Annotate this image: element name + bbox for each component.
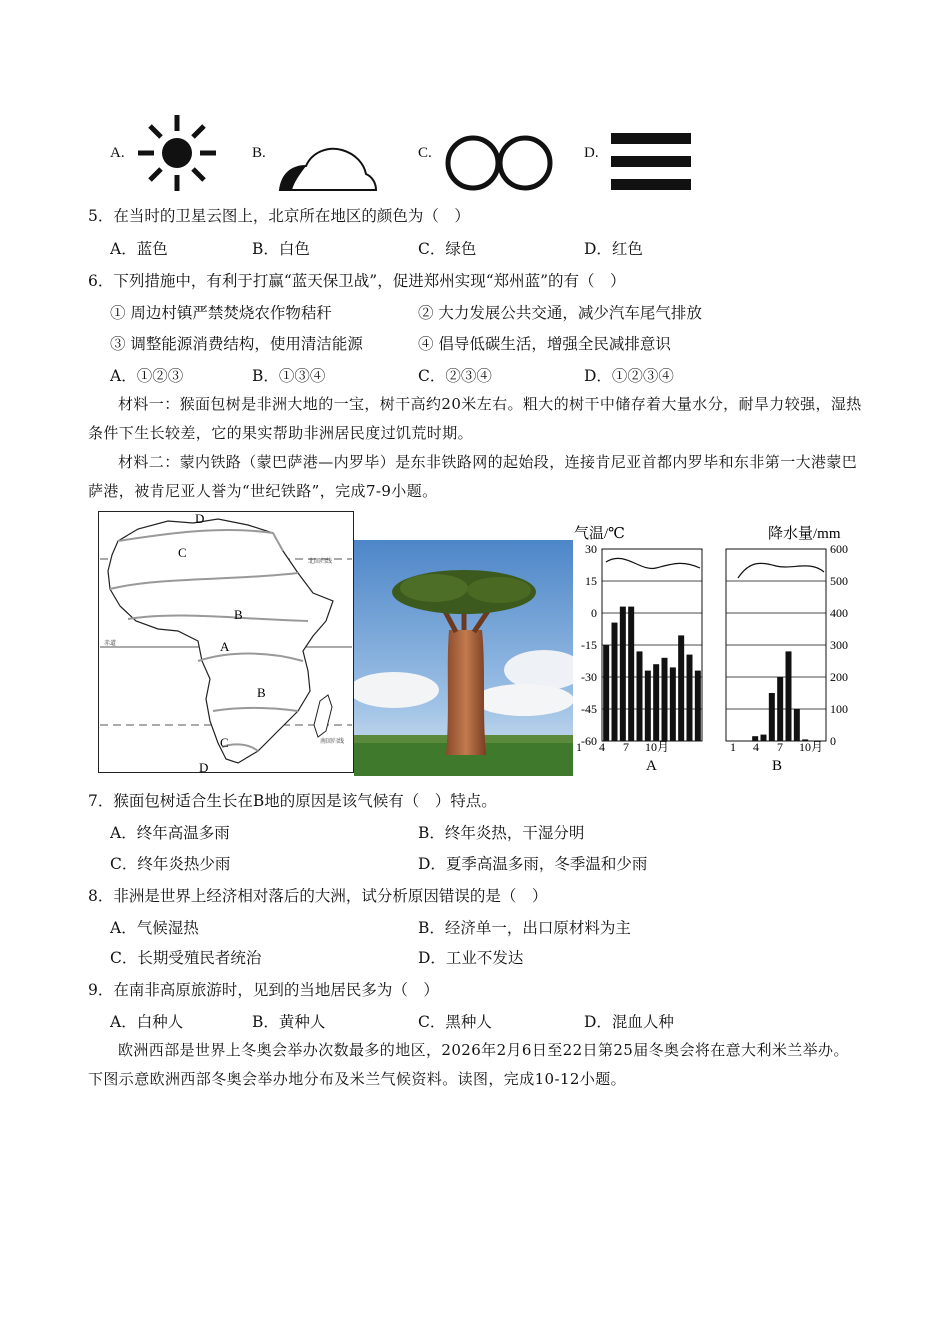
chart-b-xtick-10: 10月: [799, 740, 824, 754]
q7-option-a[interactable]: A．终年高温多雨: [110, 824, 230, 842]
climate-chart-b: [720, 520, 880, 779]
map-label-c-north: C: [178, 545, 187, 560]
precip-axis-label: 降水量/mm: [768, 526, 841, 542]
temp-axis-label: 气温/℃: [574, 526, 625, 542]
equator-label: 赤道: [104, 640, 117, 647]
chart-a-ytick: -45: [581, 702, 597, 716]
chart-a-bar-9: [670, 667, 676, 741]
q7-option-c[interactable]: C．终年炎热少雨: [110, 855, 231, 873]
climate-chart-a: [570, 520, 740, 779]
chart-a-ytick: -60: [581, 734, 597, 748]
chart-b-bar-9: [794, 709, 800, 741]
chart-a-bar-10: [678, 635, 684, 741]
tropic-capricorn-label: 南回归线: [320, 738, 345, 745]
chart-b-xtick-4: 4: [753, 740, 759, 754]
chart-b-ytick: 500: [830, 574, 848, 588]
q8-option-b[interactable]: B．经济单一，出口原材料为主: [418, 919, 631, 937]
chart-a-xtick-10: 10月: [645, 740, 670, 754]
q6-option-a[interactable]: A．①②③: [110, 367, 184, 385]
chart-a-xtick-1: 1: [576, 740, 582, 754]
chart-b-ytick: 100: [830, 702, 848, 716]
q4-option-a-label: A.: [110, 145, 125, 161]
q8-stem: 8．非洲是世界上经济相对落后的大洲，试分析原因错误的是（ ）: [88, 887, 548, 905]
q6-option-b[interactable]: B．①③④: [252, 367, 326, 385]
material-two: 材料二：蒙内铁路（蒙巴萨港—内罗毕）是东非铁路网的起始段，连接肯尼亚首都内罗毕和东非第一大港蒙巴萨港，被肯尼亚人誉为“世纪铁路”，完成7-9小题。: [88, 453, 858, 500]
map-label-a: A: [220, 639, 230, 654]
fog-icon: [611, 133, 691, 191]
chart-b-ytick: 400: [830, 606, 848, 620]
chart-a-xtick-4: 4: [599, 740, 605, 754]
q7-stem: 7．猴面包树适合生长在B地的原因是该气候有（ ）特点。: [88, 792, 497, 810]
q7-option-b[interactable]: B．终年炎热，干湿分明: [418, 824, 585, 842]
chart-a-bar-7: [653, 664, 659, 741]
q5-stem: 5．在当时的卫星云图上，北京所在地区的颜色为（ ）: [88, 207, 470, 225]
q9-option-d[interactable]: D．混血人种: [584, 1013, 674, 1031]
q9-option-c[interactable]: C．黑种人: [418, 1013, 492, 1031]
q6-option-c[interactable]: C．②③④: [418, 367, 492, 385]
q6-item-2: ② 大力发展公共交通，减少汽车尾气排放: [418, 304, 702, 322]
chart-a-bar-2: [612, 623, 618, 741]
q6-item-4: ④ 倡导低碳生活，增强全民减排意识: [418, 335, 671, 353]
q9-option-a[interactable]: A．白种人: [110, 1013, 184, 1031]
q6-item-3: ③ 调整能源消费结构，使用清洁能源: [110, 335, 363, 353]
chart-a-bar-6: [645, 671, 651, 741]
q4-option-b-label: B.: [252, 145, 266, 161]
chart-a-bar-8: [662, 658, 668, 741]
chart-b-xtick-7: 7: [777, 740, 783, 754]
chart-a-ytick: 30: [585, 542, 597, 556]
chart-b-bar-5: [761, 735, 767, 741]
haze-icon: [444, 134, 554, 192]
q4-option-c-label: C.: [418, 145, 432, 161]
chart-b-ytick: 0: [830, 734, 836, 748]
q8-option-d[interactable]: D．工业不发达: [418, 949, 524, 967]
chart-b-ytick: 600: [830, 542, 848, 556]
europe-intro-paragraph: 欧洲西部是世界上冬奥会举办次数最多的地区，2026年2月6日至22日第25届冬奥会将在意大利米兰举办。下图示意欧洲西部冬奥会举办地分布及米兰气候资料。读图，完成10-12小题。: [88, 1041, 849, 1088]
q4-option-d-label: D.: [584, 145, 599, 161]
chart-a-ytick: 15: [585, 574, 597, 588]
chart-b-bar-6: [769, 693, 775, 741]
chart-a-ytick: -30: [581, 670, 597, 684]
chart-b-xtick-1: 1: [730, 740, 736, 754]
chart-b-bar-8: [786, 651, 792, 741]
map-label-d-south: D: [199, 760, 209, 774]
chart-b-title: B: [772, 758, 783, 774]
chart-a-xtick-7: 7: [623, 740, 629, 754]
q5-option-d[interactable]: D．红色: [584, 240, 643, 258]
q7-option-d[interactable]: D．夏季高温多雨，冬季温和少雨: [418, 855, 648, 873]
chart-a-bar-5: [637, 651, 643, 741]
q6-stem: 6．下列措施中，有利于打赢“蓝天保卫战”，促进郑州实现“郑州蓝”的有（ ）: [88, 272, 626, 290]
chart-a-bar-1: [603, 645, 609, 741]
map-label-c-south: C: [220, 735, 229, 750]
map-label-b-south: B: [257, 685, 266, 700]
africa-map: [98, 511, 355, 778]
chart-a-bar-4: [628, 607, 634, 741]
map-label-b-north: B: [234, 607, 243, 622]
q8-option-c[interactable]: C．长期受殖民者统治: [110, 949, 262, 967]
cloud-icon: [278, 144, 378, 192]
chart-b-bar-7: [777, 677, 783, 741]
q9-option-b[interactable]: B．黄种人: [252, 1013, 326, 1031]
chart-a-ytick: -15: [581, 638, 597, 652]
chart-b-ytick: 300: [830, 638, 848, 652]
chart-a-bar-3: [620, 607, 626, 741]
chart-a-title: A: [646, 758, 657, 774]
chart-a-bar-11: [687, 655, 693, 741]
q6-item-1: ① 周边村镇严禁焚烧农作物秸秆: [110, 304, 332, 322]
sun-icon: [136, 114, 218, 192]
q5-option-c[interactable]: C．绿色: [418, 240, 477, 258]
q8-option-a[interactable]: A．气候湿热: [110, 919, 199, 937]
chart-a-ytick: 0: [591, 606, 597, 620]
baobab-tree-photo: [354, 540, 573, 776]
chart-b-ytick: 200: [830, 670, 848, 684]
material-one: 材料一：猴面包树是非洲大地的一宝，树干高约20米左右。粗大的树干中储存着大量水分，耐旱力较强，湿热条件下生长较差，它的果实帮助非洲居民度过饥荒时期。: [88, 395, 862, 442]
q9-stem: 9．在南非高原旅游时，见到的当地居民多为（ ）: [88, 981, 439, 999]
map-label-d-north: D: [195, 511, 205, 526]
tropic-cancer-label: 北回归线: [308, 558, 333, 565]
q5-option-a[interactable]: A．蓝色: [110, 240, 168, 258]
chart-a-bar-12: [695, 671, 701, 741]
q6-option-d[interactable]: D．①②③④: [584, 367, 674, 385]
q5-option-b[interactable]: B．白色: [252, 240, 310, 258]
